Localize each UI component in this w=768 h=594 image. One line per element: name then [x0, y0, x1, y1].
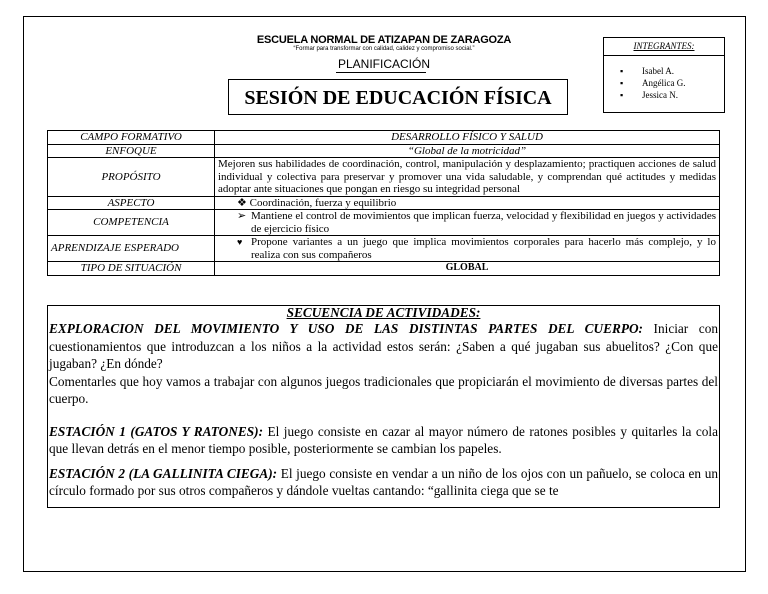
exploracion-title: EXPLORACION DEL MOVIMIENTO Y USO DE LAS DISTINTAS PARTES DEL CUERPO:: [49, 321, 643, 336]
exploracion-text: Iniciar con cuestionamientos que introduzcan a los niños a la actividad estos serán: ¿Saben a qué jugaban sus abuelitos? ¿Con que jugaban? ¿En dónde?: [49, 321, 718, 371]
list-item: ▪ Jessica N.: [620, 90, 678, 100]
session-title: SESIÓN DE EDUCACIÓN FÍSICA: [228, 79, 568, 115]
aprendizaje-value: Propone variantes a un juego que implica movimientos corporales para hacerlo más complejo, y lo realiza con sus compañeros: [251, 236, 716, 261]
aspecto-label: ASPECTO: [48, 196, 215, 210]
aprendizaje-cell: [215, 236, 720, 262]
aspecto-cell: [215, 196, 720, 210]
enfoque-value: “Global de la motricidad”: [215, 144, 720, 158]
comentarles-paragraph: Comentarles que hoy vamos a trabajar con algunos juegos tradicionales que propiciarán el movimiento de diversas partes del cuerpo.: [49, 373, 718, 406]
table-row: [48, 144, 720, 158]
school-name: ESCUELA NORMAL DE ATIZAPAN DE ZARAGOZA: [256, 34, 512, 46]
estacion1-paragraph: [49, 423, 718, 458]
bullet-icon: ▪: [620, 66, 624, 76]
planificacion-label: PLANIFICACIÓN: [337, 57, 430, 71]
aprendizaje-label: APRENDIZAJE ESPERADO: [48, 236, 215, 262]
info-table: [47, 130, 720, 276]
exploracion-paragraph: [49, 320, 718, 373]
estacion1-text: El juego consiste en cazar al mayor número de ratones posibles y quitarles la cola que llevan detrás en el menor tiempo posible, posteriormente se cambian los papeles.: [49, 423, 718, 456]
school-motto: “Formar para transformar con calidad, calidez y compromiso social.”: [293, 46, 475, 52]
table-row: [48, 158, 720, 197]
campo-value: DESARROLLO FÍSICO Y SALUD: [215, 131, 720, 145]
bullet-icon: ▪: [620, 78, 624, 88]
heart-bullet-icon: ♥: [237, 237, 243, 247]
campo-label: CAMPO FORMATIVO: [48, 131, 215, 145]
list-item: ▪ Angélica G.: [620, 78, 686, 88]
competencia-label: COMPETENCIA: [48, 210, 215, 236]
spacer: [49, 458, 718, 465]
tipo-label: TIPO DE SITUACIÓN: [48, 262, 215, 276]
integrantes-title: INTEGRANTES:: [604, 38, 724, 56]
table-row: [48, 236, 720, 262]
table-row: [48, 210, 720, 236]
tipo-value: GLOBAL: [215, 262, 720, 276]
enfoque-label: ENFOQUE: [48, 144, 215, 158]
secuencia-section: [47, 305, 720, 508]
proposito-value: Mejoren sus habilidades de coordinación, control, manipulación y desplazamiento; practiquen acciones de salud individual y colectiva para preservar y promover una vida saludable, y comprendan qué actitudes y medidas adoptar ante situaciones que pongan en riesgo su integridad personal: [215, 158, 720, 197]
estacion2-paragraph: [49, 465, 718, 500]
competencia-value: Mantiene el control de movimientos que implican fuerza, velocidad y flexibilidad en juegos y actividades de ejercicio físico: [251, 210, 716, 235]
integrantes-list: [620, 65, 685, 101]
table-row: [48, 262, 720, 276]
competencia-cell: [215, 210, 720, 236]
bullet-icon: ▪: [620, 90, 624, 100]
proposito-label: PROPÓSITO: [48, 158, 215, 197]
aspecto-value: Coordinación, fuerza y equilibrio: [249, 196, 397, 209]
table-row: [48, 196, 720, 210]
list-item: ▪ Isabel A.: [620, 66, 674, 76]
estacion1-title: ESTACIÓN 1 (GATOS Y RATONES):: [49, 423, 264, 439]
integrantes-box: [603, 37, 725, 113]
diamond-bullet-icon: ❖: [237, 196, 247, 209]
table-row: [48, 131, 720, 145]
arrow-bullet-icon: ➢: [237, 210, 247, 222]
estacion2-title: ESTACIÓN 2 (LA GALLINITA CIEGA):: [49, 465, 278, 481]
planificacion-underline: [336, 72, 426, 73]
secuencia-heading: SECUENCIA DE ACTIVIDADES:: [286, 305, 481, 320]
estacion2-text: El juego consiste en vendar a un niño de los ojos con un pañuelo, se coloca en un círculo formado por sus otros compañeros y dándole vueltas cantando: “gallinita ciega que se te: [49, 465, 718, 498]
spacer: [49, 408, 718, 423]
